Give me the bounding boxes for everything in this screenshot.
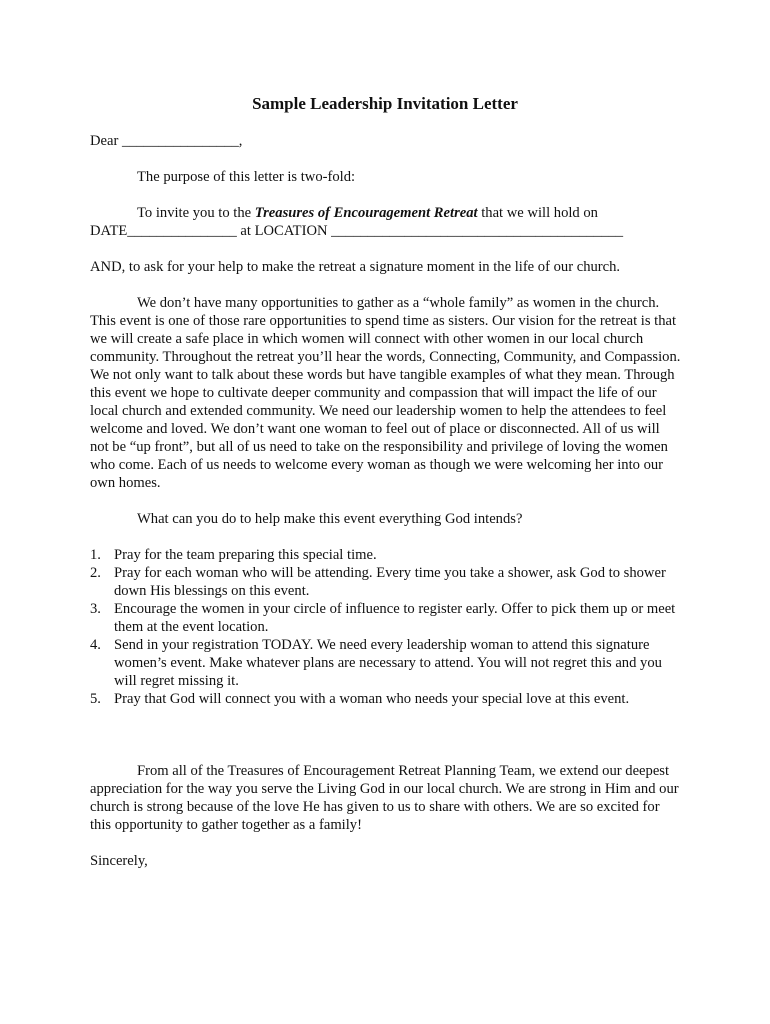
closing-paragraph: From all of the Treasures of Encouragement Retreat Planning Team, we extend our deepest appreciation for the way you serve the Living God in our local church. We are strong in Him and our church is strong because of the love He has given to us to share with others. We are so excited for this opportunity to gather together as a family! [90, 763, 679, 833]
list-text: Pray that God will connect you with a woman who needs your special love at this event. [114, 691, 630, 707]
invite-paragraph [90, 204, 682, 240]
invite-suffix: that we will hold on [477, 205, 598, 221]
list-number: 2. [90, 565, 101, 581]
and-ask-paragraph: AND, to ask for your help to make the retreat a signature moment in the life of our church. [90, 259, 621, 275]
salutation: Dear ________________, [90, 133, 243, 149]
list-text: Pray for the team preparing this special time. [114, 547, 377, 563]
list-item [90, 600, 682, 636]
event-name: Treasures of Encouragement Retreat [254, 205, 478, 221]
list-text: Pray for each woman who will be attending. Every time you take a shower, ask God to shower down His blessings on this event. [114, 565, 666, 599]
date-location-line: DATE_______________ at LOCATION ________________________________________ [90, 223, 624, 239]
signoff: Sincerely, [90, 853, 148, 869]
list-item [90, 564, 682, 600]
list-item [90, 546, 682, 564]
list-number: 5. [90, 691, 101, 707]
invite-prefix: To invite you to the [137, 205, 255, 221]
list-number: 3. [90, 601, 101, 617]
letter-body [90, 132, 682, 870]
action-list [90, 546, 682, 708]
list-text: Send in your registration TODAY. We need every leadership woman to attend this signature women’s event. Make whatever plans are necessary to attend. You will not regret this and you will regret missing it. [114, 637, 662, 689]
list-text: Encourage the women in your circle of influence to register early. Offer to pick them up or meet them at the event location. [114, 601, 676, 635]
list-number: 1. [90, 547, 101, 563]
list-item [90, 636, 682, 690]
vision-paragraph: We don’t have many opportunities to gather as a “whole family” as women in the church. This event is one of those rare opportunities to spend time as sisters. Our vision for the retreat is that we will create a safe place in which women will connect with other women in our local church community. Throughout the retreat you’ll hear the words, Connecting, Community, and Compassion. We not only want to talk about these words but have tangible examples of what they mean. Through this event we hope to cultivate deeper community and compassion that will impact the life of our local church and extended community. We need our leadership women to help the attendees to feel welcome and loved. We don’t want one woman to feel out of place or disconnected. All of us will not be “up front”, but all of us need to take on the responsibility and privilege of loving the women who come. Each of us needs to welcome every woman as though we were welcoming her into our own homes. [90, 295, 681, 491]
list-item [90, 690, 682, 708]
question-line: What can you do to help make this event everything God intends? [137, 511, 523, 527]
list-number: 4. [90, 637, 101, 653]
purpose-line: The purpose of this letter is two-fold: [137, 169, 356, 185]
letter-title: Sample Leadership Invitation Letter [252, 94, 518, 113]
